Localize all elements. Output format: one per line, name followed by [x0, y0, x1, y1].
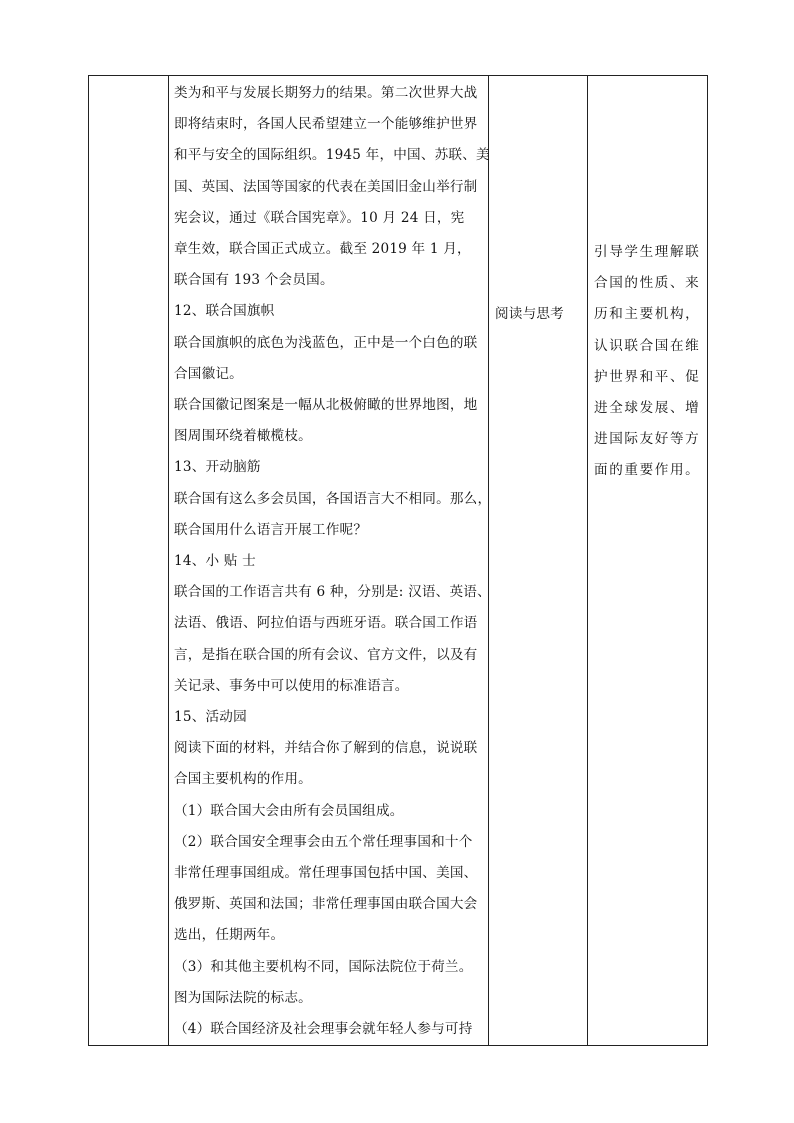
content-text-line: 合国主要机构的作用。: [174, 771, 312, 788]
content-text-line: 类为和平与发展长期努力的结果。第二次世界大战: [174, 85, 478, 101]
content-text-line: 联合国徽记图案是一幅从北极俯瞰的世界地图，地: [174, 397, 478, 414]
purpose-text-line: 面的重要作用。: [594, 462, 701, 479]
content-text-line: 12、联合国旗帜: [174, 303, 275, 320]
content-text-line: 宪会议，通过《联合国宪章》。10 月 24 日，宪: [174, 209, 465, 226]
design-purpose-cell: [588, 76, 708, 1046]
purpose-text-line: 护世界和平、促: [594, 368, 701, 385]
content-text-line: 14、小 贴 士: [174, 553, 256, 570]
content-text-line: 联合国有 193 个会员国。: [174, 272, 334, 289]
lesson-plan-table: [88, 75, 708, 1046]
content-text-line: 合国徽记。: [174, 365, 243, 382]
content-text-line: 图为国际法院的标志。: [174, 989, 312, 1006]
content-text-line: 阅读下面的材料，并结合你了解到的信息，说说联: [174, 740, 478, 757]
purpose-text-line: 认识联合国在维: [594, 337, 701, 354]
content-text-line: 言，是指在联合国的所有会议、官方文件，以及有: [174, 646, 478, 663]
content-text-line: 选出，任期两年。: [174, 927, 285, 944]
teaching-content-cell: [169, 76, 492, 1046]
content-text-line: 即将结束时，各国人民希望建立一个能够维护世界: [174, 116, 478, 133]
content-text-line: （2）联合国安全理事会由五个常任理事国和十个: [174, 833, 473, 850]
content-text-line: 非常任理事国组成。常任理事国包括中国、美国、: [174, 865, 478, 882]
purpose-text-line: 引导学生理解联: [594, 244, 701, 260]
content-text-line: （3）和其他主要机构不同，国际法院位于荷兰。: [174, 958, 473, 975]
content-text-line: 联合国有这么多会员国，各国语言大不相同。那么，: [174, 490, 492, 507]
student-activity-text: 阅读与思考: [495, 306, 564, 322]
purpose-text-line: 进国际友好等方: [594, 431, 701, 448]
content-text-line: 15、活动园: [174, 709, 247, 726]
purpose-text-line: 进全球发展、增: [594, 400, 701, 417]
stage-cell: [89, 76, 169, 1046]
student-activity-cell: [489, 76, 588, 1046]
content-text-line: 联合国的工作语言共有 6 种，分别是: 汉语、英语、: [174, 584, 491, 601]
purpose-text-line: 历和主要机构，: [594, 306, 701, 323]
content-text-line: 国、英国、法国等国家的代表在美国旧金山举行制: [174, 178, 478, 195]
content-text-line: 13、开动脑筋: [174, 459, 261, 476]
content-text-line: 法语、俄语、阿拉伯语与西班牙语。联合国工作语: [174, 615, 478, 632]
content-text-line: （4）联合国经济及社会理事会就年轻人参与可持: [174, 1021, 473, 1038]
content-text-line: 俄罗斯、英国和法国；非常任理事国由联合国大会: [174, 896, 478, 913]
content-text-line: 联合国用什么语言开展工作呢？: [174, 521, 368, 538]
content-text-line: （1）联合国大会由所有会员国组成。: [174, 802, 404, 819]
content-text-line: 联合国旗帜的底色为浅蓝色，正中是一个白色的联: [174, 334, 478, 351]
content-text-line: 图周围环绕着橄榄枝。: [174, 428, 312, 445]
purpose-text-line: 合国的性质、来: [594, 275, 701, 292]
content-text-line: 和平与安全的国际组织。1945 年，中国、苏联、美: [174, 147, 490, 164]
table-row: [89, 76, 708, 1046]
content-text-line: 关记录、事务中可以使用的标准语言。: [174, 677, 409, 694]
content-text-line: 章生效，联合国正式成立。截至 2019 年 1 月，: [174, 241, 471, 258]
